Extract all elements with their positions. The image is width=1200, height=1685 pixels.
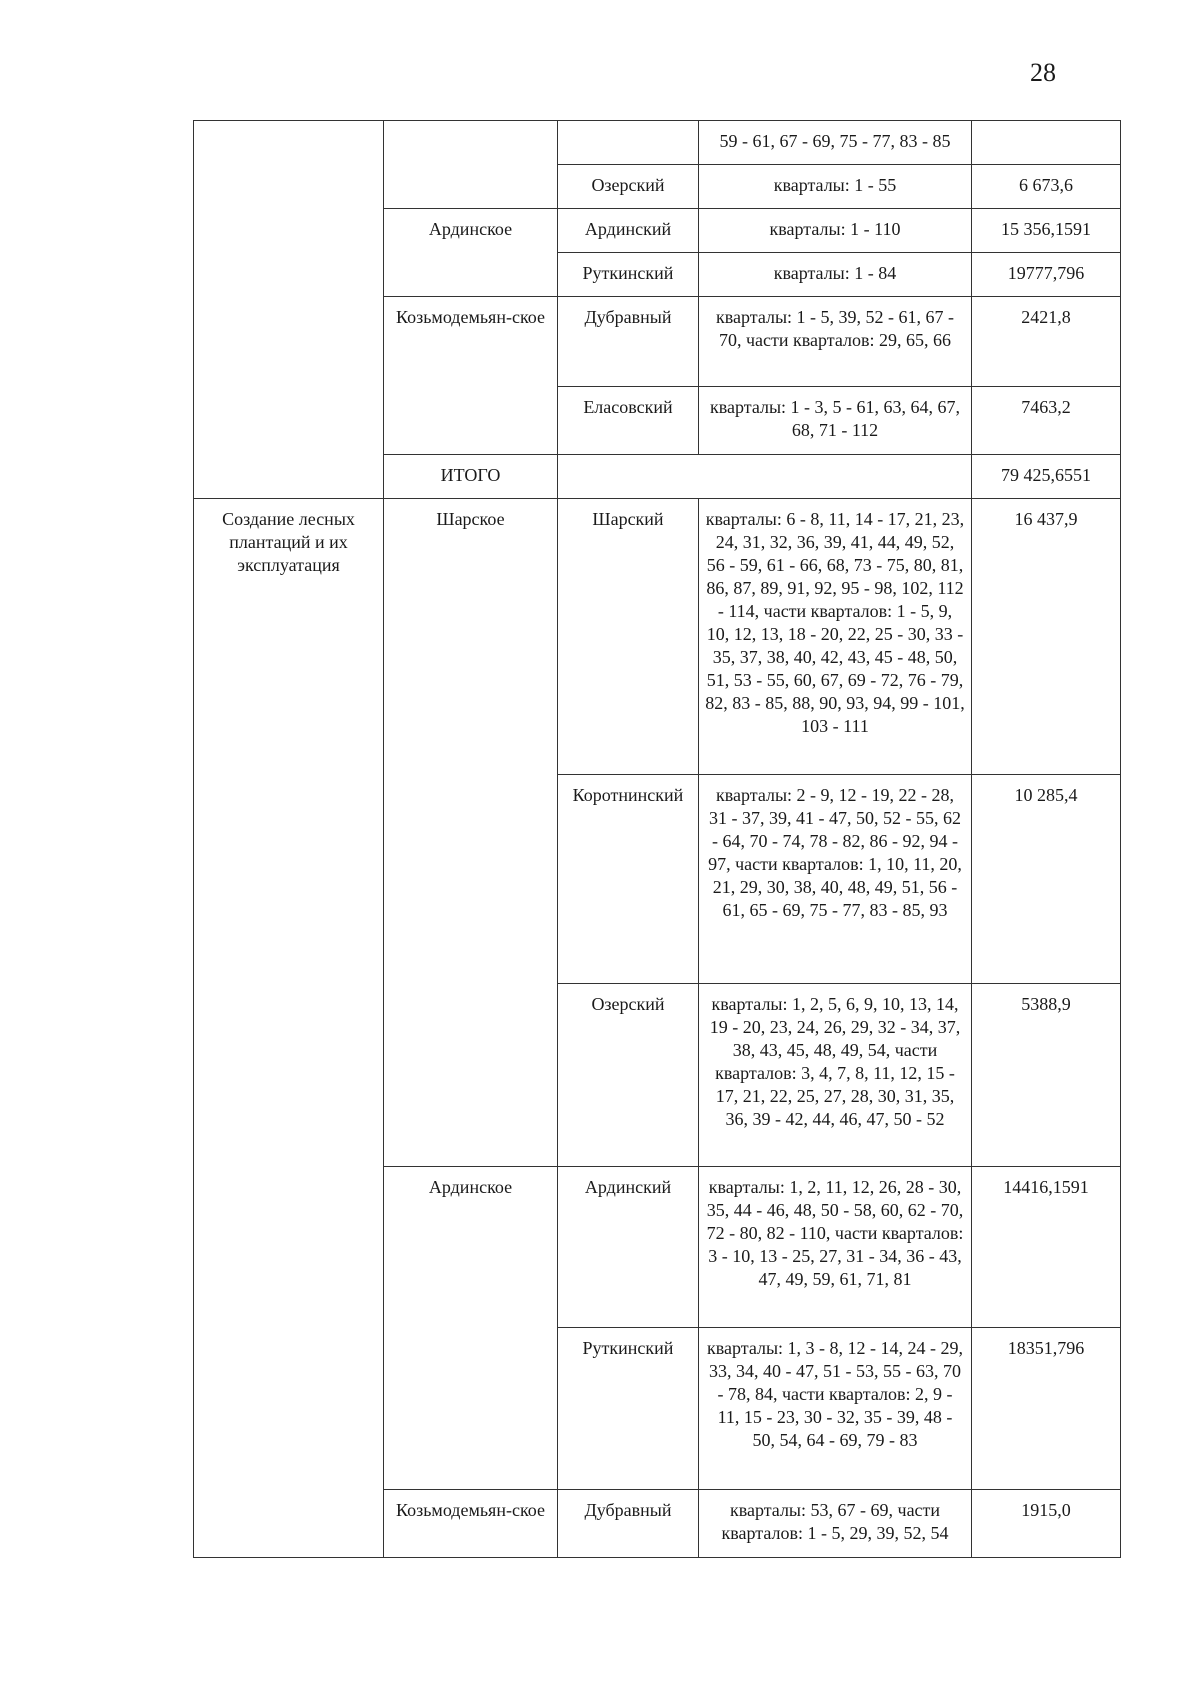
areas-cell: кварталы: 1 - 3, 5 - 61, 63, 64, 67, 68, 71 - 112 (699, 387, 972, 455)
value-cell: 7463,2 (972, 387, 1121, 455)
forestry-cell: Ардинский (558, 209, 699, 253)
forestry-cell: Ардинский (558, 1167, 699, 1328)
value-cell: 10 285,4 (972, 775, 1121, 984)
forest-areas-table (193, 120, 1121, 1558)
forestry-cell: Дубравный (558, 297, 699, 387)
areas-cell: кварталы: 1 - 84 (699, 253, 972, 297)
purpose-cell-empty (194, 121, 384, 499)
value-cell: 16 437,9 (972, 499, 1121, 775)
value-cell: 6 673,6 (972, 165, 1121, 209)
areas-cell: кварталы: 1, 2, 5, 6, 9, 10, 13, 14, 19 - 20, 23, 24, 26, 29, 32 - 34, 37, 38, 43, 45, 48, 49, 54, части кварталов: 3, 4, 7, 8, 11, 12, 15 - 17, 21, 22, 25, 27, 28, 30, 31, 35, 36, 39 - 42, 44, 46, 47, 50 - 52 (699, 984, 972, 1167)
areas-cell: кварталы: 1 - 5, 39, 52 - 61, 67 - 70, части кварталов: 29, 65, 66 (699, 297, 972, 387)
page-number: 28 (1030, 58, 1056, 87)
areas-cell: кварталы: 2 - 9, 12 - 19, 22 - 28, 31 - 37, 39, 41 - 47, 50, 52 - 55, 62 - 64, 70 - 74, 78 - 82, 86 - 92, 94 - 97, части кварталов: 1, 10, 11, 20, 21, 29, 30, 38, 40, 48, 49, 51, 56 - 61, 65 - 69, 75 - 77, 83 - 85, 93 (699, 775, 972, 984)
value-cell: 14416,1591 (972, 1167, 1121, 1328)
forestry-cell: Озерский (558, 984, 699, 1167)
areas-cell: кварталы: 1 - 110 (699, 209, 972, 253)
district-cell: Ардинское (384, 209, 558, 297)
district-cell: Шарское (384, 499, 558, 1167)
forestry-cell: Озерский (558, 165, 699, 209)
forestry-cell: Дубравный (558, 1490, 699, 1558)
total-empty-cell (558, 455, 972, 499)
areas-cell: 59 - 61, 67 - 69, 75 - 77, 83 - 85 (699, 121, 972, 165)
value-cell: 1915,0 (972, 1490, 1121, 1558)
total-value: 79 425,6551 (972, 455, 1121, 499)
value-cell: 2421,8 (972, 297, 1121, 387)
forestry-cell: Руткинский (558, 1328, 699, 1490)
value-cell (972, 121, 1121, 165)
forestry-cell: Коротнинский (558, 775, 699, 984)
areas-cell: кварталы: 1 - 55 (699, 165, 972, 209)
value-cell: 19777,796 (972, 253, 1121, 297)
forestry-cell (558, 121, 699, 165)
district-cell-empty (384, 121, 558, 209)
value-cell: 18351,796 (972, 1328, 1121, 1490)
forestry-cell: Шарский (558, 499, 699, 775)
forestry-cell: Еласовский (558, 387, 699, 455)
areas-cell: кварталы: 53, 67 - 69, части кварталов: 1 - 5, 29, 39, 52, 54 (699, 1490, 972, 1558)
table-row (194, 121, 1121, 165)
district-cell: Козьмодемьян-ское (384, 1490, 558, 1558)
total-label: ИТОГО (384, 455, 558, 499)
district-cell: Козьмодемьян-ское (384, 297, 558, 455)
table-row (194, 499, 1121, 775)
value-cell: 15 356,1591 (972, 209, 1121, 253)
areas-cell: кварталы: 6 - 8, 11, 14 - 17, 21, 23, 24, 31, 32, 36, 39, 41, 44, 49, 52, 56 - 59, 61 - 66, 68, 73 - 75, 80, 81, 86, 87, 89, 91, 92, 95 - 98, 102, 112 - 114, части кварталов: 1 - 5, 9, 10, 12, 13, 18 - 20, 22, 25 - 30, 33 - 35, 37, 38, 40, 42, 43, 45 - 48, 50, 51, 53 - 55, 60, 67, 69 - 72, 76 - 79, 82, 83 - 85, 88, 90, 93, 94, 99 - 101, 103 - 111 (699, 499, 972, 775)
areas-cell: кварталы: 1, 2, 11, 12, 26, 28 - 30, 35, 44 - 46, 48, 50 - 58, 60, 62 - 70, 72 - 80, 82 - 110, части кварталов: 3 - 10, 13 - 25, 27, 31 - 34, 36 - 43, 47, 49, 59, 61, 71, 81 (699, 1167, 972, 1328)
value-cell: 5388,9 (972, 984, 1121, 1167)
forestry-cell: Руткинский (558, 253, 699, 297)
areas-cell: кварталы: 1, 3 - 8, 12 - 14, 24 - 29, 33, 34, 40 - 47, 51 - 53, 55 - 63, 70 - 78, 84, части кварталов: 2, 9 - 11, 15 - 23, 30 - 32, 35 - 39, 48 - 50, 54, 64 - 69, 79 - 83 (699, 1328, 972, 1490)
district-cell: Ардинское (384, 1167, 558, 1490)
purpose-cell: Создание лесных плантаций и их эксплуатация (194, 499, 384, 1558)
